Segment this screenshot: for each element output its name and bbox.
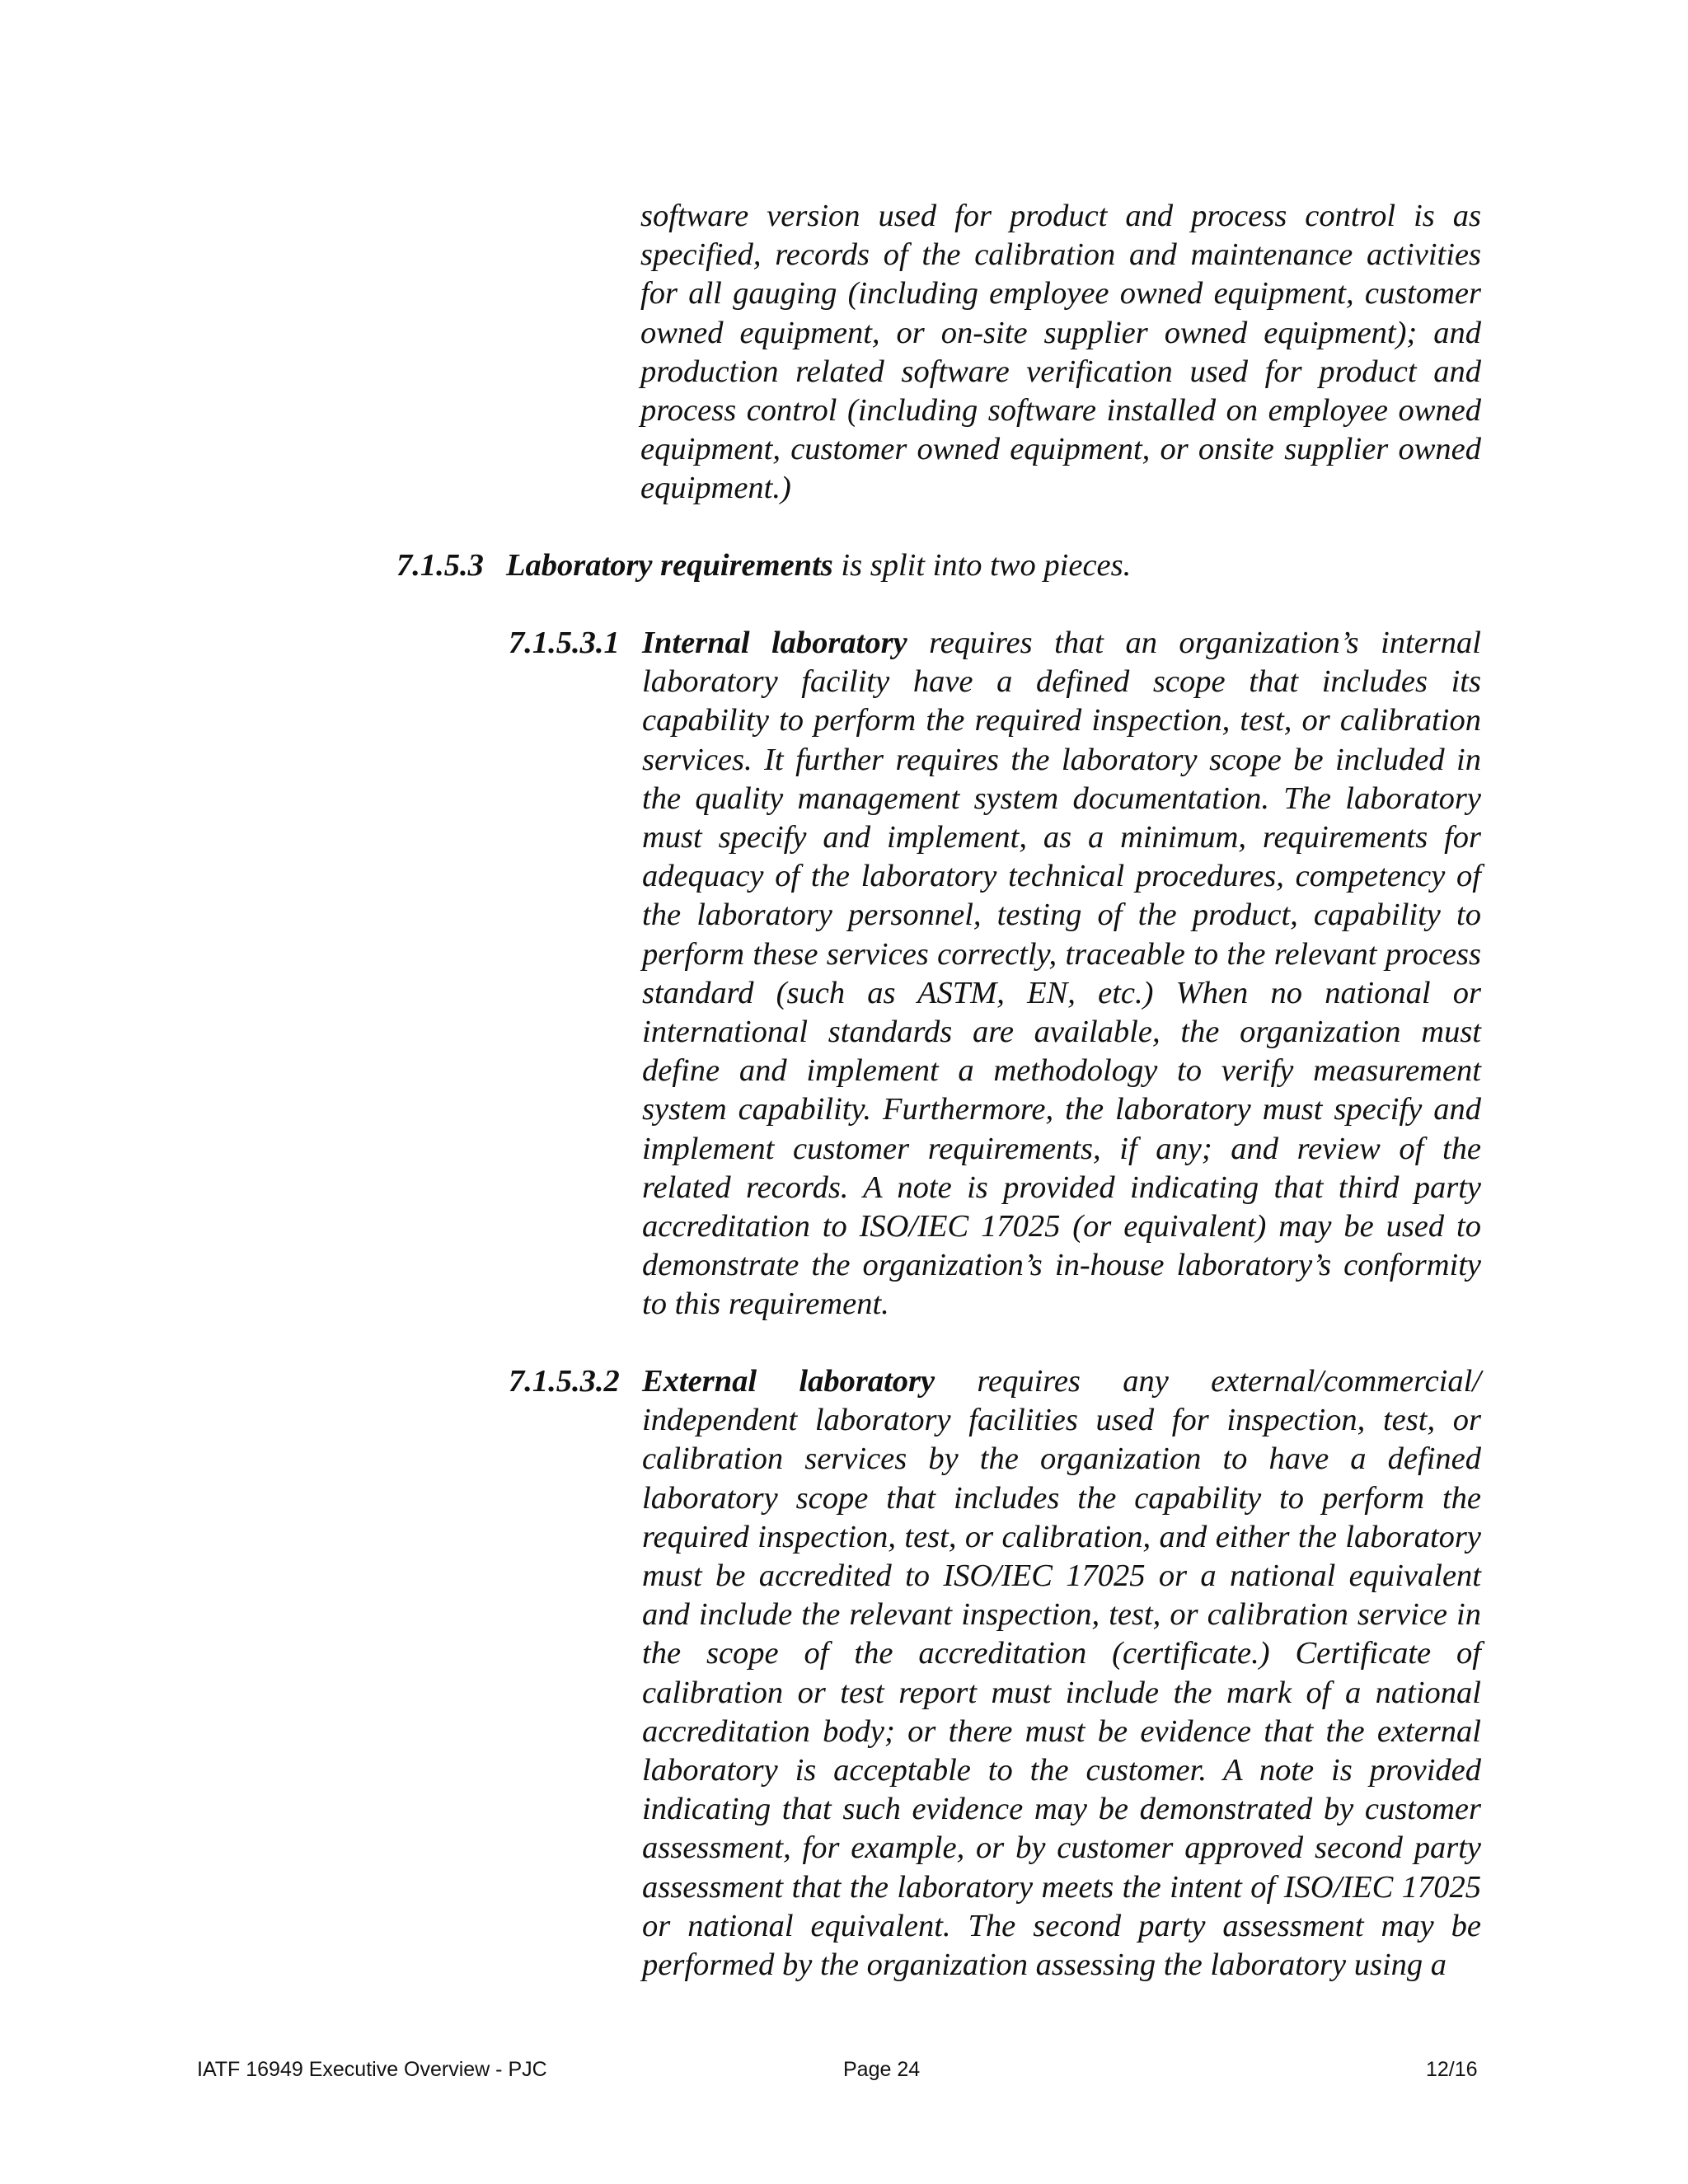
subsection-title: Internal laboratory	[642, 626, 907, 660]
continuation-paragraph: software version used for product and process control is as specified, records of the calibration and maintenance activities for all gauging (including employee owned equipment, customer owned equipment, or on-site supplier owned equipment); and production related software verification used for product and process control (including software installed on employee owned equipment, customer owned equipment, or onsite supplier owned equipment.)	[640, 199, 1481, 506]
section-text: is split into two pieces.	[832, 548, 1132, 583]
subsection-number-internal: 7.1.5.3.1	[509, 626, 620, 660]
subsection-title: External laboratory	[642, 1364, 935, 1399]
section-number: 7.1.5.3	[396, 548, 484, 583]
subsection-text: requires that an organization’s internal laboratory facility have a defined scope that includes its capability to perform the required inspection, test, or calibration services. It further requires the laboratory scope be included in the quality management system documentation. The laboratory must specify and implement, as a minimum, requirements for adequacy of the laboratory technical procedures, competency of the laboratory personnel, testing of the product, capability to perform these services correctly, traceable to the relevant process standard (such as ASTM, EN, etc.) When no national or international standards are available, the organization must define and implement a methodology to verify measurement system capability. Furthermore, the laboratory must specify and implement customer requirements, if any; and review of the related records. A note is provided indicating that third party accreditation to ISO/IEC 17025 (or equivalent) may be used to demonstrate the organization’s in-house laboratory’s conformity to this requirement.	[642, 626, 1482, 1322]
footer-document-title: IATF 16949 Executive Overview - PJC	[197, 2058, 547, 2081]
section-7-1-5-3	[396, 546, 1131, 585]
subsection-internal-laboratory	[642, 624, 1481, 1324]
footer-page-number: Page 24	[843, 2058, 921, 2081]
subsection-number-external: 7.1.5.3.2	[509, 1364, 620, 1399]
subsection-external-laboratory	[642, 1362, 1481, 1985]
subsection-text: requires any external/commercial/ independent laboratory facilities used for inspection, test, or calibration services by the organization to have a defined laboratory scope that includes the capability to perform the required inspection, test, or calibration, and either the laboratory must be accredited to ISO/IEC 17025 or a national equivalent and include the relevant inspection, test, or calibration service in the scope of the accreditation (certificate.) Certificate of calibration or test report must include the mark of a national accreditation body; or there must be evidence that the external laboratory is acceptable to the customer. A note is provided indicating that such evidence may be demonstrated by customer assessment, for example, or by customer approved second party assessment that the laboratory meets the intent of ISO/IEC 17025 or national equivalent. The second party assessment may be performed by the organization assessing the laboratory using a	[642, 1364, 1481, 1983]
footer-date: 12/16	[1426, 2058, 1478, 2081]
section-title: Laboratory requirements	[506, 548, 833, 583]
